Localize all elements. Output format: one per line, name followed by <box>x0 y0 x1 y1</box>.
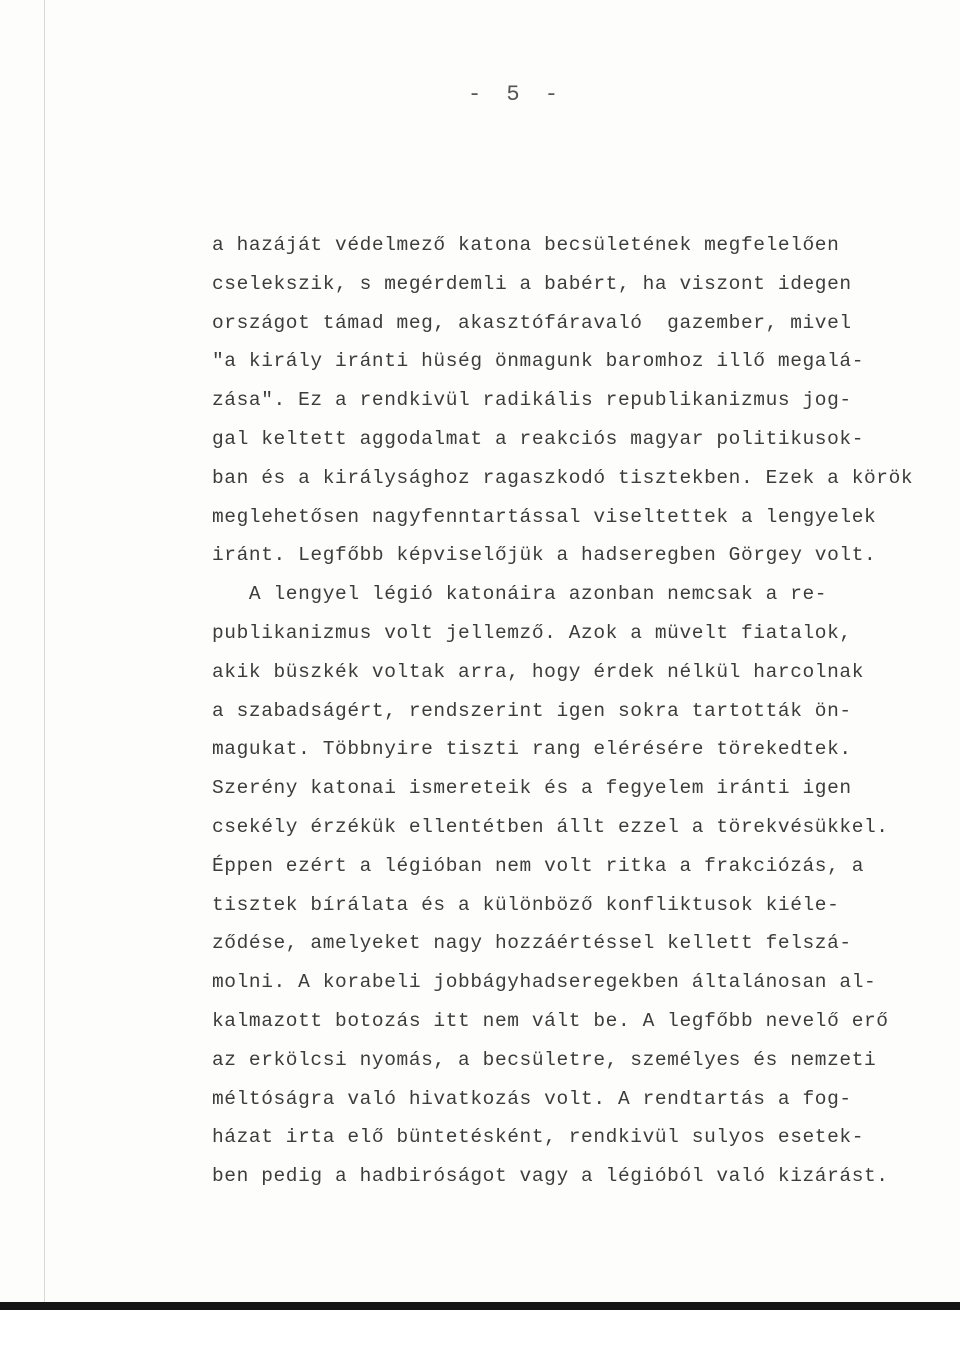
text-line: meglehetősen nagyfenntartással viseltettek a lengyelek <box>212 505 877 528</box>
text-line: méltóságra való hivatkozás volt. A rendtartás a fog- <box>212 1087 852 1110</box>
text-line: "a király iránti hüség önmagunk baromhoz illő megalá- <box>212 350 865 373</box>
text-line: zása". Ez a rendkivül radikális republikanizmus jog- <box>212 389 852 412</box>
text-line: magukat. Többnyire tiszti rang elérésére törekedtek. <box>212 738 852 761</box>
text-line: A lengyel légió katonáira azonban nemcsak a re- <box>212 583 828 606</box>
text-line: tisztek bírálata és a különböző konfliktusok kiéle- <box>212 893 840 916</box>
scan-background <box>0 1310 960 1358</box>
text-line: akik büszkék voltak arra, hogy érdek nélkül harcolnak <box>212 660 865 683</box>
binding-margin-line <box>44 0 45 1304</box>
text-line: ban és a királysághoz ragaszkodó tisztekben. Ezek a körök <box>212 466 914 489</box>
text-line: cselekszik, s megérdemli a babért, ha viszont idegen <box>212 272 852 295</box>
text-line: a szabadságért, rendszerint igen sokra tartották ön- <box>212 699 852 722</box>
text-line: csekély érzékük ellentétben állt ezzel a törekvésükkel. <box>212 815 889 838</box>
text-line: az erkölcsi nyomás, a becsületre, személyes és nemzeti <box>212 1048 877 1071</box>
text-line: gal keltett aggodalmat a reakciós magyar politikusok- <box>212 427 865 450</box>
text-line: publikanizmus volt jellemző. Azok a müvelt fiatalok, <box>212 621 852 644</box>
text-line: kalmazott botozás itt nem vált be. A legfőbb nevelő erő <box>212 1009 889 1032</box>
text-line: házat irta elő büntetésként, rendkivül sulyos esetek- <box>212 1126 865 1149</box>
page-bottom-edge <box>0 1302 960 1310</box>
text-line: Szerény katonai ismereteik és a fegyelem iránti igen <box>212 777 852 800</box>
text-line: iránt. Legfőbb képviselőjük a hadseregben Görgey volt. <box>212 544 877 567</box>
body-text <box>212 226 932 1196</box>
text-line: országot támad meg, akasztófáravaló gazember, mivel <box>212 311 852 334</box>
text-line: molni. A korabeli jobbágyhadseregekben általánosan al- <box>212 971 877 994</box>
text-line: Éppen ezért a légióban nem volt ritka a frakciózás, a <box>212 854 865 877</box>
text-line: ződése, amelyeket nagy hozzáértéssel kellett felszá- <box>212 932 852 955</box>
text-line: ben pedig a hadbiróságot vagy a légióból való kizárást. <box>212 1165 889 1188</box>
page-number: - 5 - <box>468 82 565 107</box>
text-line: a hazáját védelmező katona becsületének megfelelően <box>212 234 840 256</box>
